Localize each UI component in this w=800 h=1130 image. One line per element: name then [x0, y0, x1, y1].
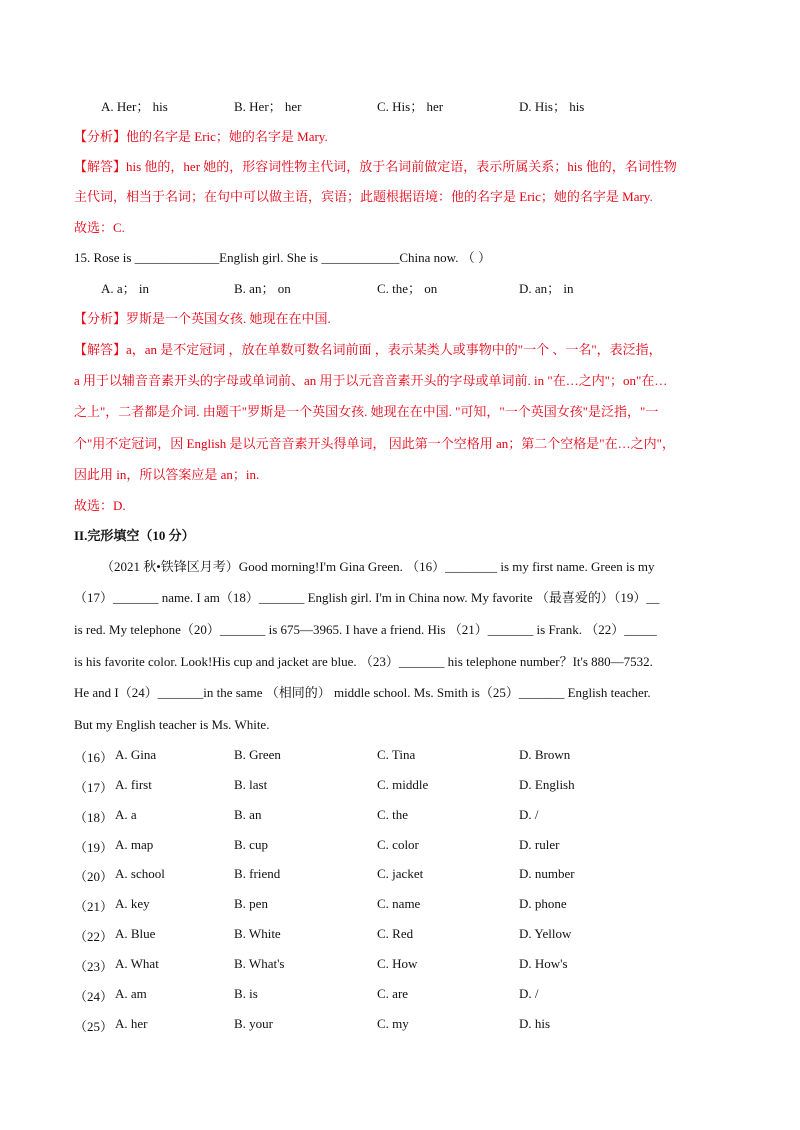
option-a: A. her: [115, 1016, 148, 1031]
option-a: A. first: [115, 777, 152, 792]
q14-option-a: A. Her； his: [101, 99, 168, 114]
passage-line-3: is red. My telephone（20）_______ is 675—3965. I have a friend. His （21）_______ is Frank. （22）_____: [74, 622, 657, 637]
q15-options: [0, 280, 800, 298]
option-a: A. Gina: [115, 747, 157, 762]
option-b: B. cup: [234, 837, 268, 852]
option-c: C. middle: [377, 777, 429, 792]
q14-option-b: B. Her； her: [234, 99, 302, 114]
q15-option-b: B. an； on: [234, 281, 291, 296]
question-number: （16）: [74, 750, 114, 765]
option-a: A. school: [115, 866, 165, 881]
option-c: C. my: [377, 1016, 409, 1031]
question-number: （24）: [74, 989, 114, 1004]
question-row: [74, 956, 800, 974]
option-b: B. your: [234, 1016, 273, 1031]
q14-options: [0, 98, 800, 116]
question-row: [74, 1016, 800, 1034]
option-c: C. How: [377, 956, 418, 971]
option-d: D. phone: [519, 896, 567, 911]
option-b: B. What's: [234, 956, 285, 971]
q15-answer-line-3: 之上"，二者都是介词. 由题干"罗斯是一个英国女孩. 她现在在中国. "可知，"一个英国女孩"是泛指，"一: [74, 404, 659, 419]
q15-answer-line-1: 【解答】a，an 是不定冠词 ，放在单数可数名词前面 ，表示某类人或事物中的"一个 、一名"，表泛指，: [74, 342, 662, 357]
option-a: A. map: [115, 837, 154, 852]
option-b: B. an: [234, 807, 262, 822]
option-b: B. is: [234, 986, 258, 1001]
option-d: D. number: [519, 866, 575, 881]
option-c: C. color: [377, 837, 419, 852]
question-row: [74, 986, 800, 1004]
q15-answer-line-5: 因此用 in，所以答案应是 an；in.: [74, 467, 260, 482]
option-b: B. friend: [234, 866, 281, 881]
question-number: （17）: [74, 780, 114, 795]
option-a: A. am: [115, 986, 147, 1001]
option-d: D. English: [519, 777, 575, 792]
option-a: A. What: [115, 956, 159, 971]
option-a: A. Blue: [115, 926, 156, 941]
passage-line-6: But my English teacher is Ms. White.: [74, 717, 270, 732]
question-number: （20）: [74, 869, 114, 884]
question-row: [74, 807, 800, 825]
question-row: [74, 837, 800, 855]
q14-answer-line-2: 主代词，相当于名词；在句中可以做主语，宾语；此题根据语境：他的名字是 Eric；她的名字是 Mary.: [74, 189, 653, 204]
q14-option-c: C. His； her: [377, 99, 444, 114]
option-d: D. his: [519, 1016, 551, 1031]
question-number: （19）: [74, 840, 114, 855]
option-b: B. pen: [234, 896, 268, 911]
q14-answer-line-3: 故选：C.: [74, 220, 125, 235]
q15-answer-line-4: 个"用不定冠词，因 English 是以元音音素开头得单词， 因此第一个空格用 an；第二个空格是"在…之内"，: [74, 436, 675, 451]
q14-option-d: D. His； his: [519, 99, 585, 114]
passage-line-2: （17）_______ name. I am（18）_______ English girl. I'm in China now. My favorite （最喜爱的）（19）__: [74, 590, 660, 605]
q15-option-d: D. an； in: [519, 281, 574, 296]
option-b: B. last: [234, 777, 268, 792]
option-c: C. Red: [377, 926, 414, 941]
passage-line-4: is his favorite color. Look!His cup and jacket are blue. （23）_______ his telephone number？It's 880—7532.: [74, 654, 653, 669]
option-c: C. are: [377, 986, 409, 1001]
question-number: （21）: [74, 899, 114, 914]
option-a: A. key: [115, 896, 150, 911]
q15-answer-line-6: 故选：D.: [74, 498, 126, 513]
q14-answer-line-1: 【解答】his 他的，her 她的，形容词性物主代词，放于名词前做定语，表示所属关系；his 他的，名词性物: [74, 159, 677, 174]
question-row: [74, 926, 800, 944]
question-number: （25）: [74, 1019, 114, 1034]
option-d: D. Brown: [519, 747, 571, 762]
question-number: （18）: [74, 810, 114, 825]
option-c: C. the: [377, 807, 409, 822]
option-d: D. Yellow: [519, 926, 572, 941]
section-heading: II.完形填空（10 分）: [74, 528, 195, 543]
option-c: C. Tina: [377, 747, 416, 762]
question-row: [74, 777, 800, 795]
option-d: D. /: [519, 807, 539, 822]
passage-line-5: He and I（24）_______in the same （相同的） middle school. Ms. Smith is（25）_______ English teacher.: [74, 685, 651, 700]
question-row: [74, 747, 800, 765]
q15-answer-line-2: a 用于以辅音音素开头的字母或单词前、an 用于以元音音素开头的字母或单词前. in "在…之内"；on"在…: [74, 373, 668, 388]
option-d: D. How's: [519, 956, 568, 971]
option-d: D. ruler: [519, 837, 560, 852]
q15-option-a: A. a； in: [101, 281, 150, 296]
q15-option-c: C. the； on: [377, 281, 438, 296]
question-number: （22）: [74, 929, 114, 944]
question-row: [74, 866, 800, 884]
q15-analysis: 【分析】罗斯是一个英国女孩. 她现在在中国.: [74, 311, 331, 326]
question-row: [74, 896, 800, 914]
passage-line-1: （2021 秋•铁锋区月考）Good morning!I'm Gina Green. （16）________ is my first name. Green is my: [101, 559, 655, 574]
option-b: B. White: [234, 926, 281, 941]
option-b: B. Green: [234, 747, 281, 762]
option-d: D. /: [519, 986, 539, 1001]
question-number: （23）: [74, 959, 114, 974]
q14-analysis: 【分析】他的名字是 Eric；她的名字是 Mary.: [74, 129, 328, 144]
option-c: C. jacket: [377, 866, 424, 881]
option-c: C. name: [377, 896, 421, 911]
option-a: A. a: [115, 807, 137, 822]
q15-stem: 15. Rose is _____________English girl. She is ____________China now. （ ）: [74, 250, 491, 265]
